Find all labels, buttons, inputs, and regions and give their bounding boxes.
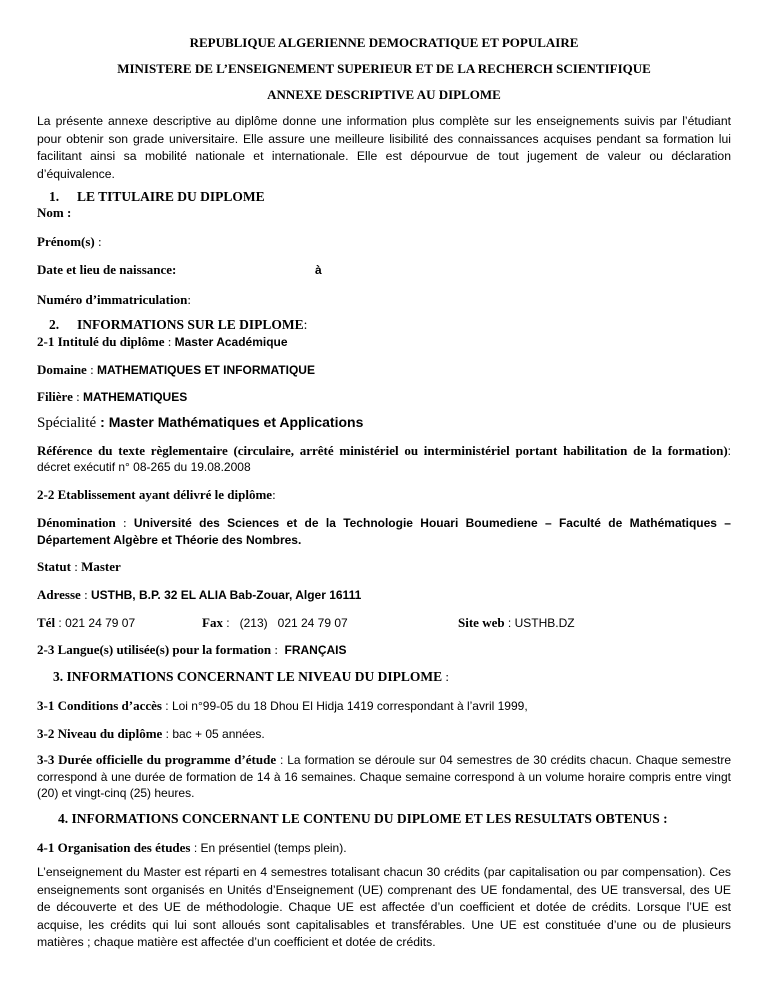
adresse-value: USTHB, B.P. 32 EL ALIA Bab-Zouar, Alger 16111 [90,588,362,602]
filiere-row [37,388,187,406]
header-republic: REPUBLIQUE ALGERIENNE DEMOCRATIQUE ET POPULAIRE [189,35,579,50]
reference-value: : décret exécutif n° 08-265 du 19.08.2008 [37,444,731,474]
conditions-row [37,697,528,715]
intitule-separator: : [164,334,175,349]
section2-number: 2. [49,317,60,332]
filiere-separator: : [72,389,83,404]
domaine-separator: : [86,362,97,377]
statut-label: Statut [37,559,71,574]
niveau-label: 3-2 Niveau du diplôme [37,726,163,741]
section1-number: 1. [49,189,60,204]
statut-value: Master [81,559,121,574]
intitule-row [37,333,288,351]
tel-value: : 021 24 79 07 [55,616,136,630]
statut-separator: : [70,559,82,574]
duree-value: : La formation se déroule sur 04 semestres de 30 crédits chacun. Chaque semestre correspond à une durée de formation de 14 à 16 semaines. Chaque semaine correspond à un volume horaire compris entre vingt (20) et vingt-cinq (25) heures. [37,753,731,800]
langue-label: 2-3 Langue(s) utilisée(s) pour la formation [37,642,272,657]
section2-title-sep: : [303,317,308,332]
duree-row [37,752,731,802]
conditions-value: : Loi n°99-05 du 18 Dhou El Hidja 1419 correspondant à l’avril 1999, [161,699,528,713]
denomination-label: Dénomination [37,515,116,530]
web-label: Site web [458,615,505,630]
conditions-label: 3-1 Conditions d’accès [37,698,162,713]
header-ministry: MINISTERE DE L’ENSEIGNEMENT SUPERIEUR ET DE LA RECHERCH SCIENTIFIQUE [117,61,651,76]
naissance-label: Date et lieu de naissance: [37,262,177,277]
langue-row [37,641,347,659]
organisation-label: 4-1 Organisation des études [37,840,191,855]
specialite-value: : Master Mathématiques et Applications [100,414,364,430]
reference-row [37,443,731,475]
filiere-label: Filière [37,389,73,404]
tel-label: Tél [37,615,56,630]
immat-separator: : [187,292,191,307]
denomination-value: Université des Sciences et de la Technologie Houari Boumediene – Faculté de Mathématiques – Département Algèbre et Théorie des Nombres. [37,516,731,547]
adresse-separator: : [80,587,91,602]
prenom-separator: : [94,234,102,249]
section4-title: 4. INFORMATIONS CONCERNANT LE CONTENU DU DIPLOME ET LES RESULTATS OBTENUS : [58,811,668,826]
fax-label: Fax [202,615,223,630]
section1-heading [37,189,265,205]
section1-title: LE TITULAIRE DU DIPLOME [77,189,265,204]
web-row [458,614,575,632]
naissance-a: à [315,263,322,277]
immat-label: Numéro d’immatriculation [37,292,188,307]
langue-value: FRANÇAIS [284,643,347,657]
prenom-row [37,233,102,251]
organisation-paragraph: L’enseignement du Master est réparti en 4 semestres totalisant chacun 30 crédits (par capitalisation ou par compensation). Ces enseignements sont organisés en Unités d’Enseignement (UE) comprenant des UE fondamental, des UE transversal, des UE de découverte et des UE de méthodologie. Chaque UE est affectée d’un coefficient et dotée de crédits. Lorsque l’UE est acquise, les crédits qui lui sont alloués sont capitalisables et transférables. Une UE est constituée d’une ou de plusieurs matières ; chaque matière est affectée d’un coefficient et dotée de crédits. [37,865,731,949]
statut-row [37,558,121,576]
immat-row [37,291,191,309]
organisation-value: : En présentiel (temps plein). [190,841,347,855]
intro-paragraph: La présente annexe descriptive au diplôme donne une information plus complète sur les enseignements suivis par l’étudiant pour obtenir son grade universitaire. Elle assure une meilleure lisibilité des connaissances acquises pendant sa formation lui facilitant ainsi sa mobilité nationale et internationale. Elle est dépourvue de tout jugement de valeur ou déclaration d’équivalence. [37,114,731,181]
fax-value: : (213) 021 24 79 07 [222,616,348,630]
section3-title-sep: : [442,669,450,684]
intitule-value: Master Académique [174,335,288,349]
domaine-row [37,361,315,379]
adresse-row [37,586,361,604]
section2-title: INFORMATIONS SUR LE DIPLOME [77,317,304,332]
nom-label: Nom : [37,205,72,220]
organisation-row [37,839,347,857]
section3-heading [53,668,449,686]
tel-row [37,614,135,632]
etablissement-row [37,486,276,504]
etablissement-label: 2-2 Etablissement ayant délivré le diplôme [37,487,273,502]
specialite-label: Spécialité [37,415,97,431]
denomination-separator: : [115,515,134,530]
section3-title: 3. INFORMATIONS CONCERNANT LE NIVEAU DU DIPLOME [53,669,443,684]
reference-close: ) [723,443,728,458]
niveau-row [37,725,265,743]
filiere-value: MATHEMATIQUES [82,390,188,404]
langue-separator: : [271,642,285,657]
header-annex-title: ANNEXE DESCRIPTIVE AU DIPLOME [267,87,501,102]
etablissement-separator: : [272,487,276,502]
prenom-label: Prénom(s) [37,234,95,249]
domaine-value: MATHEMATIQUES ET INFORMATIQUE [96,363,315,377]
niveau-value: : bac + 05 années. [162,727,265,741]
domaine-label: Domaine [37,362,87,377]
duree-label: 3-3 Durée officielle du programme d’étude [37,752,277,767]
denomination-row [37,514,731,549]
reference-label: Référence du texte règlementaire (circulaire, arrêté ministériel ou interministériel portant habilitation de la formation [37,443,724,458]
specialite-row [37,414,363,432]
section2-heading [37,317,307,333]
intitule-label: 2-1 Intitulé du diplôme [37,334,165,349]
adresse-label: Adresse [37,587,81,602]
fax-row [202,614,348,632]
web-value: : USTHB.DZ [504,616,575,630]
